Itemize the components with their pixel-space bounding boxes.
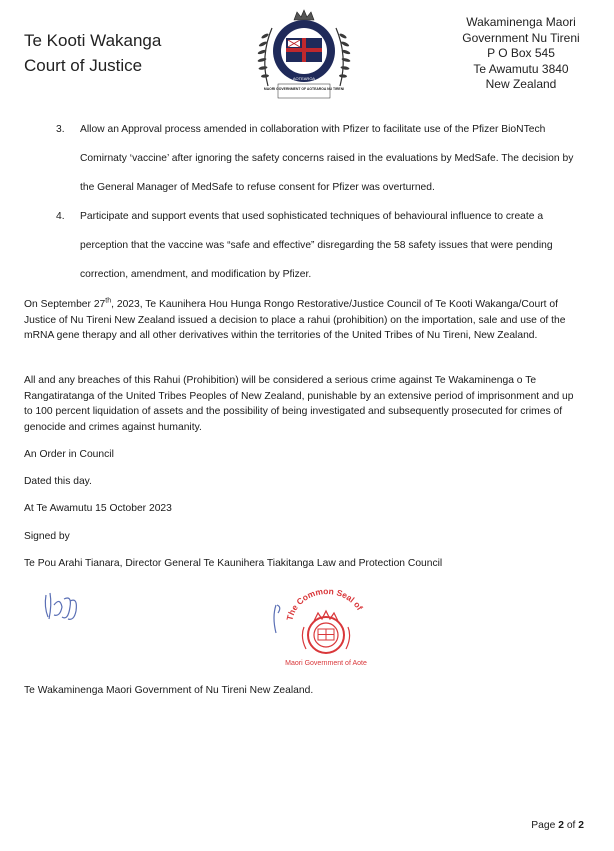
court-title-maori: Te Kooti Wakanga: [24, 31, 162, 50]
seal-arc-text: The Common Seal of: [284, 586, 365, 622]
decision-text-post: , 2023, Te Kaunihera Hou Hunga Rongo Restorative/Justice Council of Te Kooti Wakanga/Court of Justice of Nu Tireni New Zealand issued a decision to place a rahui (prohibition) on the importation, sale and use of the mRNA gene therapy and all other derivatives within the territories of the United Tribes of Nu Tireni, New Zealand.: [24, 299, 566, 341]
list-item: [56, 202, 590, 289]
place-date-line: At Te Awamutu 15 October 2023: [24, 503, 172, 514]
signatory-line: Te Pou Arahi Tianara, Director General Te Kaunihera Tiakitanga Law and Protection Council: [24, 558, 443, 569]
order-line: An Order in Council: [24, 449, 114, 460]
dated-line: Dated this day.: [24, 476, 92, 487]
address-line: New Zealand: [485, 77, 557, 91]
breach-paragraph: All and any breaches of this Rahui (Prohibition) will be considered a serious crime against Te Wakaminenga o Te Rangatiratanga of the United Tribes Peoples of New Zealand, punishable by an extensive period of imprisonment and up to 100 percent liquidation of assets and the possibility of being investigated and subsequently prosecuted for crimes of genocide and crimes against humanity.: [24, 375, 574, 433]
decision-text-pre: On September 27: [24, 299, 106, 310]
page-of: of: [563, 820, 579, 831]
total-pages: 2: [578, 820, 584, 831]
list-item-text: Allow an Approval process amended in collaboration with Pfizer to facilitate use of the Pfizer BioNTech Comirnaty ‘vaccine’ after ignoring the safety concerns raised in the evaluations by MedSafe. The decision by the General Manager of MedSafe to refuse consent for Pfizer was overturned.: [80, 124, 574, 193]
page-number: [531, 820, 584, 831]
address-line: Wakaminenga Maori: [466, 15, 576, 29]
emblem-bottom-text: MAORI GOVERNMENT OF AOTEAROA NU TIRENI: [263, 87, 345, 91]
current-page: 2: [558, 820, 564, 831]
government-emblem: [254, 6, 354, 100]
common-seal-stamp: [270, 585, 380, 677]
date-suffix: th: [105, 297, 112, 305]
list-item: [56, 115, 590, 202]
court-title: [24, 28, 161, 78]
list-item-number: 3.: [56, 124, 65, 135]
address-line: P O Box 545: [487, 46, 555, 60]
page-label: Page: [531, 820, 559, 831]
address-line: Government Nu Tireni: [462, 30, 580, 45]
emblem-top-text: AOTEAROA: [292, 76, 316, 81]
closing-line: Te Wakaminenga Maori Government of Nu Tireni New Zealand.: [24, 685, 314, 696]
court-title-english: Court of Justice: [24, 56, 143, 75]
list-item-text: Participate and support events that used sophisticated techniques of behavioural influence to create a perception that the vaccine was “safe and effective” disregarding the 58 safety issues that were pending correction, amendment, and modification by Pfizer.: [80, 211, 553, 280]
address-line: Te Awamutu 3840: [473, 61, 569, 76]
signed-by-line: Signed by: [24, 531, 70, 542]
list-item-number: 4.: [56, 211, 65, 222]
decision-paragraph: [24, 297, 584, 344]
handwritten-signature: [40, 587, 90, 627]
address-block: [456, 15, 586, 93]
seal-bottom-text: Maori Government of Aote: [285, 660, 367, 667]
